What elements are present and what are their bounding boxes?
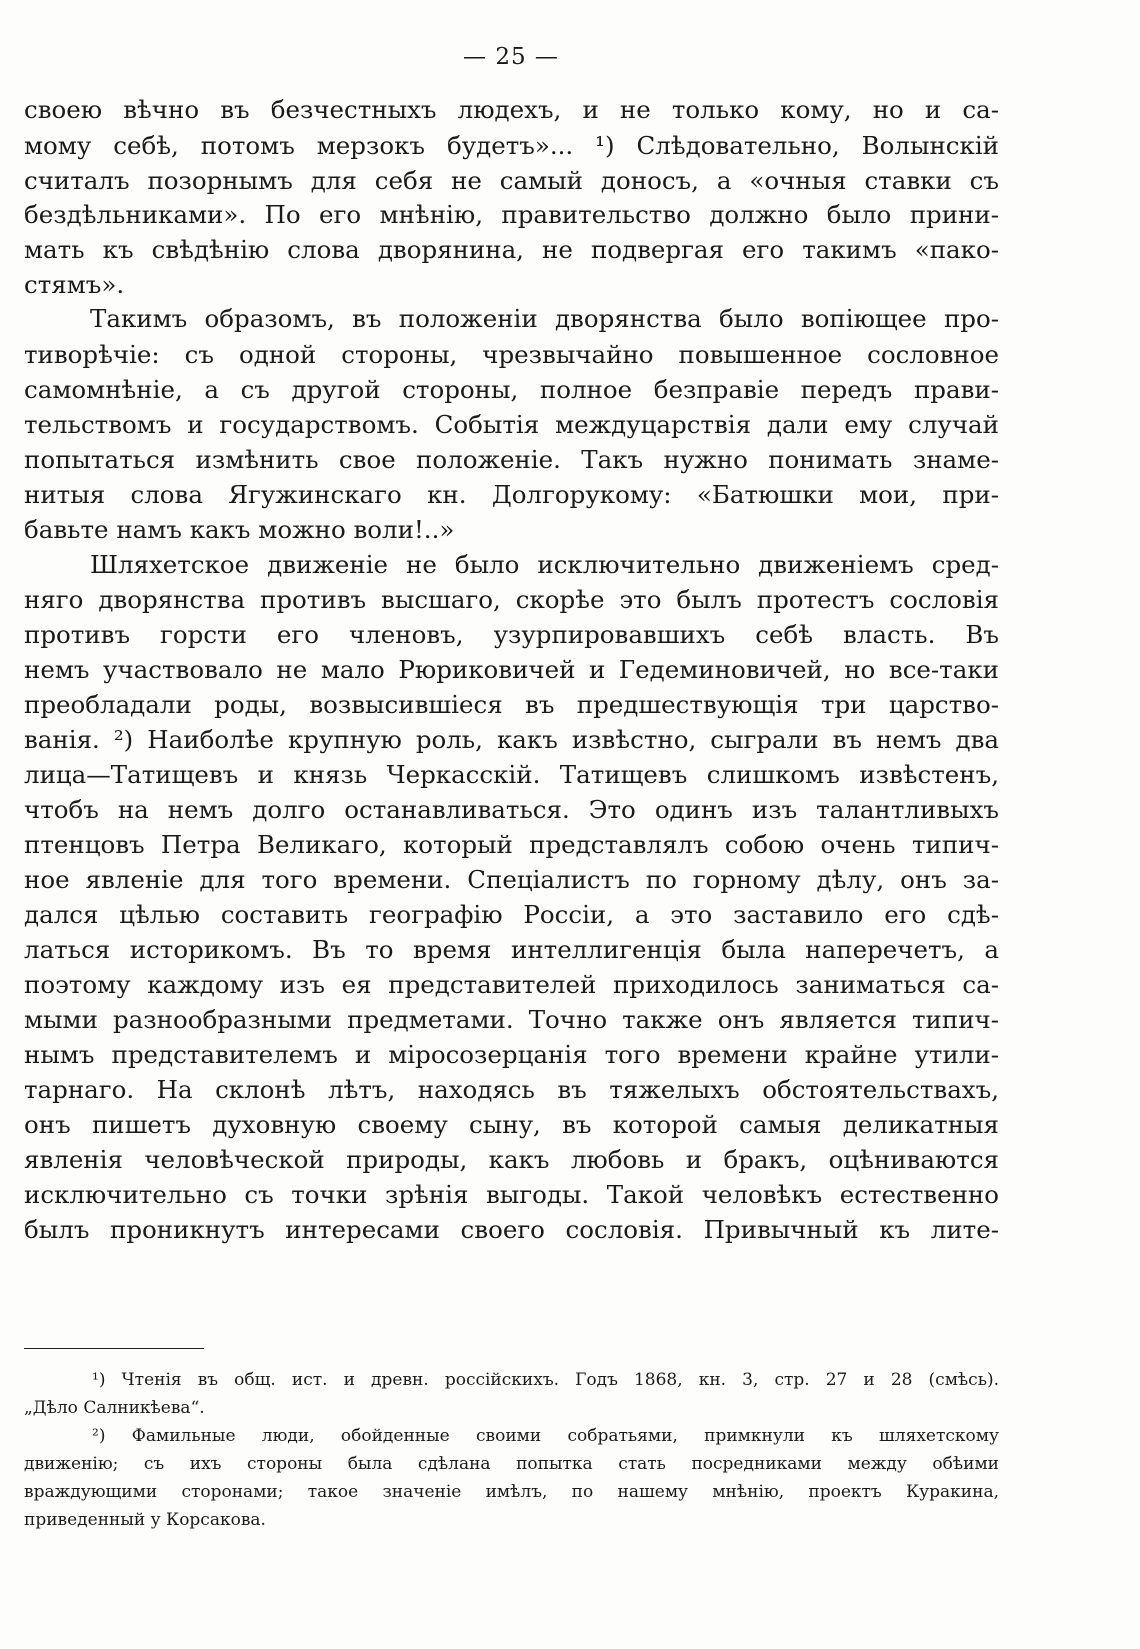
footnote-line: „Дѣло Салникѣева“.: [24, 1398, 205, 1418]
text-line: Шляхетское движеніе не было исключительно движеніемъ сред-: [90, 550, 999, 579]
text-line: мому себѣ, потомъ мерзокъ будетъ»... ¹) Слѣдовательно, Волынскій: [24, 131, 999, 160]
text-line: мать къ свѣдѣнію слова дворянина, не подвергая его такимъ «пако-: [24, 235, 999, 264]
text-line: онъ пишетъ духовную своему сыну, въ которой самыя деликатныя: [24, 1110, 999, 1139]
text-line: исключительно съ точки зрѣнія выгоды. Такой человѣкъ естественно: [24, 1180, 999, 1209]
text-line: стямъ».: [24, 270, 125, 299]
text-line: самомнѣніе, а съ другой стороны, полное безправіе передъ прави-: [24, 375, 999, 404]
text-line: чтобъ на немъ долго останавливаться. Это одинъ изъ талантливыхъ: [24, 795, 999, 824]
page-number: — 25 —: [463, 44, 559, 70]
text-line: птенцовъ Петра Великаго, который представлялъ собою очень типич-: [24, 830, 999, 859]
footnote-line: ²) Фамильные люди, обойденные своими собратьями, примкнули къ шляхетскому: [92, 1426, 999, 1446]
text-line: явленія человѣческой природы, какъ любовь и бракъ, оцѣниваются: [24, 1145, 999, 1174]
footnote-line: ¹) Чтенія въ общ. ист. и древн. россійскихъ. Годъ 1868, кн. 3, стр. 27 и 28 (смѣсь).: [92, 1370, 999, 1390]
text-line: бездѣльниками». По его мнѣнію, правительство должно было прини-: [24, 200, 999, 229]
text-line: нымъ представителемъ и міросозерцанія того времени крайне утили-: [24, 1040, 999, 1069]
text-line: немъ участвовало не мало Рюриковичей и Гедеминовичей, но все-таки: [24, 655, 999, 684]
text-line: тиворѣчіе: съ одной стороны, чрезвычайно повышенное сословное: [24, 340, 999, 369]
text-line: лица—Татищевъ и князь Черкасскій. Татищевъ слишкомъ извѣстенъ,: [24, 760, 999, 789]
text-line: преобладали роды, возвысившіеся въ предшествующія три царство-: [24, 690, 999, 719]
text-line: считалъ позорнымъ для себя не самый доносъ, а «очныя ставки съ: [24, 166, 999, 195]
text-line: дался цѣлью составить географію Россіи, а это заставило его сдѣ-: [24, 900, 999, 929]
text-line: мыми разнообразными предметами. Точно также онъ является типич-: [24, 1005, 999, 1034]
text-line: латься историкомъ. Въ то время интеллигенція была наперечетъ, а: [24, 935, 999, 964]
text-line: былъ проникнутъ интересами своего сословія. Привычный къ лите-: [24, 1215, 999, 1244]
text-line: тарнаго. На склонѣ лѣтъ, находясь въ тяжелыхъ обстоятельствахъ,: [24, 1075, 999, 1104]
text-line: ванія. ²) Наиболѣе крупную роль, какъ извѣстно, сыграли въ немъ два: [24, 725, 999, 754]
text-line: бавьте намъ какъ можно воли!..»: [24, 515, 455, 544]
footnote-line: приведенный у Корсакова.: [24, 1510, 266, 1530]
text-line: тельствомъ и государствомъ. Событія междуцарствія дали ему случай: [24, 410, 999, 439]
text-line: поэтому каждому изъ ея представителей приходилось заниматься са-: [24, 970, 999, 999]
text-line: противъ горсти его членовъ, узурпировавшихъ себѣ власть. Въ: [24, 620, 999, 649]
footnote-line: враждующими сторонами; такое значеніе имѣлъ, по нашему мнѣнію, проектъ Куракина,: [24, 1482, 999, 1502]
text-line: ное явленіе для того времени. Спеціалистъ по горному дѣлу, онъ за-: [24, 865, 999, 894]
text-line: своею вѣчно въ безчестныхъ людехъ, и не только кому, но и са-: [24, 95, 999, 124]
text-line: нитыя слова Ягужинскаго кн. Долгорукому: «Батюшки мои, при-: [24, 480, 999, 509]
footnote-divider: [24, 1348, 204, 1349]
text-line: няго дворянства противъ высшаго, скорѣе это былъ протестъ сословія: [24, 585, 999, 614]
text-line: Такимъ образомъ, въ положеніи дворянства было вопіющее про-: [90, 304, 999, 333]
footnote-line: движенію; съ ихъ стороны была сдѣлана попытка стать посредниками между обѣими: [24, 1454, 999, 1474]
text-line: попытаться измѣнить свое положеніе. Такъ нужно понимать знаме-: [24, 445, 999, 474]
